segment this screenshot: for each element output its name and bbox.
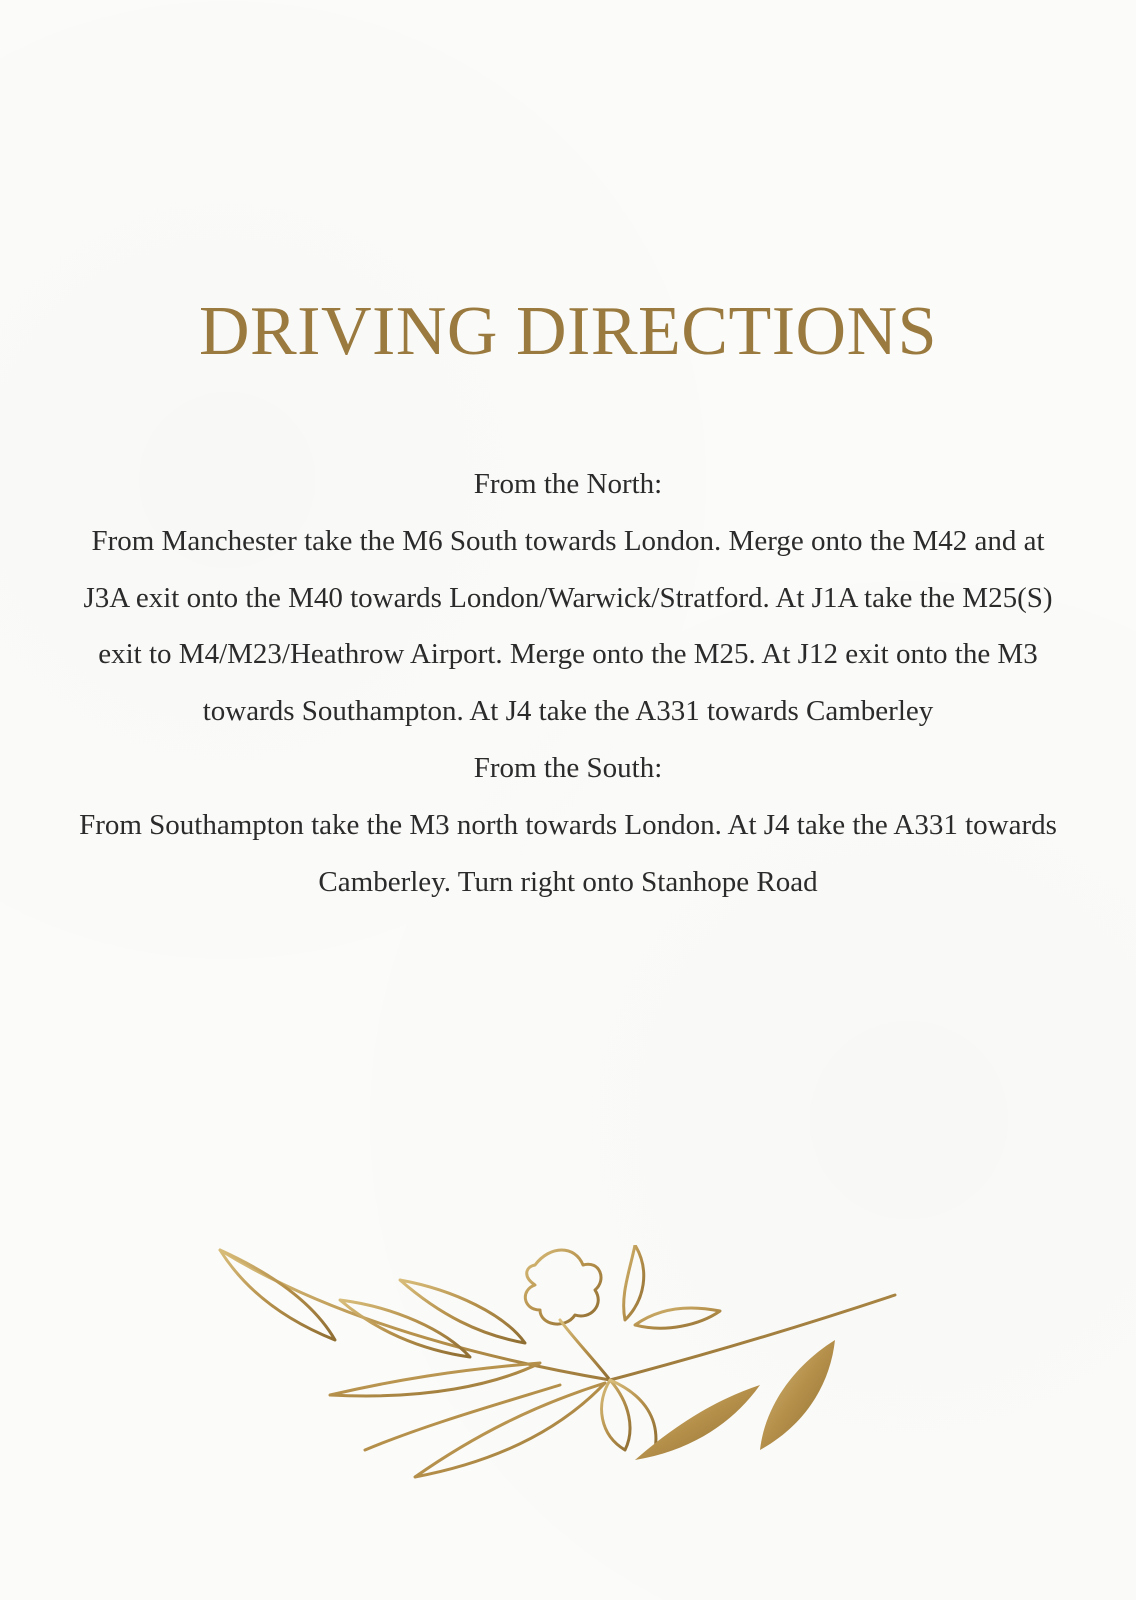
north-directions: From Manchester take the M6 South towards London. Merge onto the M42 and at J3A exit onto the M40 towards London/Warwick/Stratford. At J1A take the M25(S) exit to M4/M23/Heathrow Airport. Merge onto the M25. At J12 exit onto the M3 towards Southampton. At J4 take the A331 towards Camberley: [83, 524, 1053, 728]
page-title: DRIVING DIRECTIONS: [198, 293, 938, 370]
north-heading: From the North:: [473, 468, 663, 500]
south-directions: From Southampton take the M3 north towards London. At J4 take the A331 towards Camberley. Turn right onto Stanhope Road: [79, 808, 1057, 898]
south-heading: From the South:: [473, 751, 663, 784]
gold-floral-sprig-icon: [205, 1245, 925, 1525]
directions-body: [70, 456, 1066, 910]
